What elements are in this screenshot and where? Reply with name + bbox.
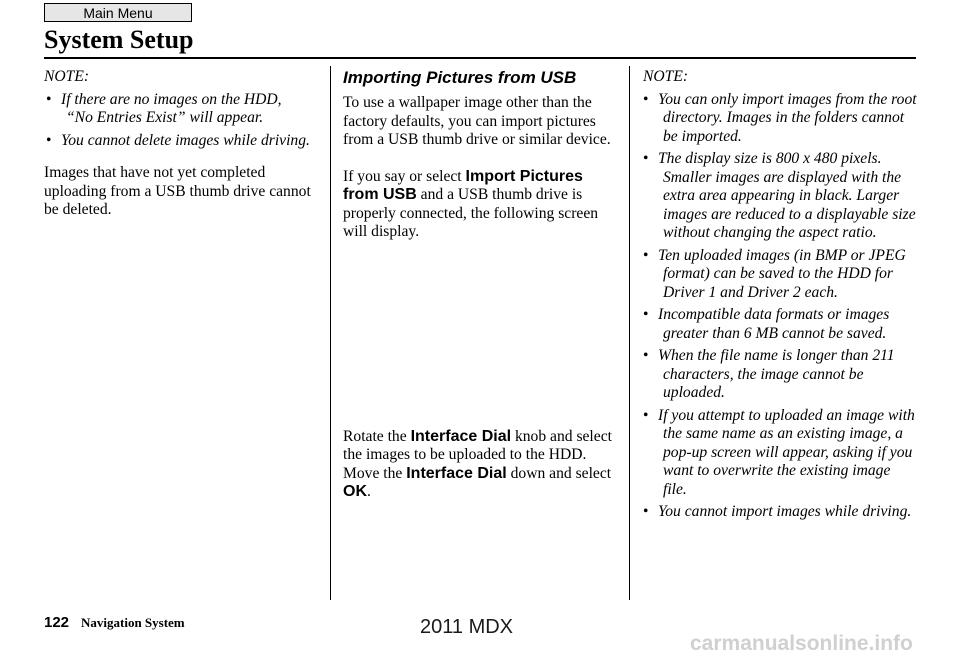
list-item: • The display size is 800 x 480 pixels. Smaller images are displayed with the extra area appearing in black. Larger images are reduced to a displayable size without changing the aspect ratio. — [643, 150, 916, 241]
note-heading: NOTE: — [44, 68, 90, 85]
interface-dial-term: Interface Dial — [406, 464, 507, 482]
list-item: • You can only import images from the root directory. Images in the folders cannot be imported. — [643, 90, 917, 145]
list-item: • When the file name is longer than 211 characters, the image cannot be uploaded. — [643, 347, 895, 401]
note-heading: NOTE: — [643, 68, 689, 85]
model-label: 2011 MDX — [420, 616, 514, 638]
column-divider-left — [330, 66, 331, 600]
watermark: carmanualsonline.info — [690, 632, 913, 655]
column-middle — [343, 68, 615, 502]
ok-term: OK — [343, 483, 367, 500]
page-number: 122 — [44, 614, 70, 631]
column-right — [643, 68, 918, 526]
note-list — [643, 91, 918, 522]
list-item: • Incompatible data formats or images greater than 6 MB cannot be saved. — [643, 306, 890, 342]
page-title: System Setup — [44, 25, 194, 54]
main-menu-button[interactable]: Main Menu — [44, 3, 192, 22]
column-divider-right — [629, 66, 630, 600]
paragraph: To use a wallpaper image other than the factory defaults, you can import pictures from a USB thumb drive or similar device. — [343, 94, 611, 148]
column-left — [44, 68, 312, 220]
list-item: • If you attempt to uploaded an image with the same name as an existing image, a pop-up screen will appear, asking if you want to overwrite the existing image file. — [643, 406, 915, 498]
title-rule — [44, 57, 916, 59]
section-title: Importing Pictures from USB — [343, 68, 577, 87]
list-item: • You cannot import images while driving. — [643, 503, 912, 520]
import-pictures-option: Import Pictures from USB — [343, 167, 583, 203]
list-item: • If there are no images on the HDD, “No Entries Exist” will appear. — [46, 90, 282, 126]
paragraph: If you say or select Import Pictures from USB and a USB thumb drive is properly connected, the following screen will display. — [343, 167, 599, 240]
paragraph: Rotate the Interface Dial knob and select the images to be uploaded to the HDD. Move the Interface Dial down and select OK. — [343, 427, 612, 500]
footer-label: Navigation System — [81, 615, 185, 630]
paragraph: Images that have not yet completed uploading from a USB thumb drive cannot be deleted. — [44, 164, 311, 218]
list-item: • You cannot delete images while driving. — [46, 131, 310, 149]
note-list — [44, 91, 312, 151]
list-item: • Ten uploaded images (in BMP or JPEG format) can be saved to the HDD for Driver 1 and Driver 2 each. — [643, 246, 906, 301]
interface-dial-term: Interface Dial — [410, 427, 512, 445]
